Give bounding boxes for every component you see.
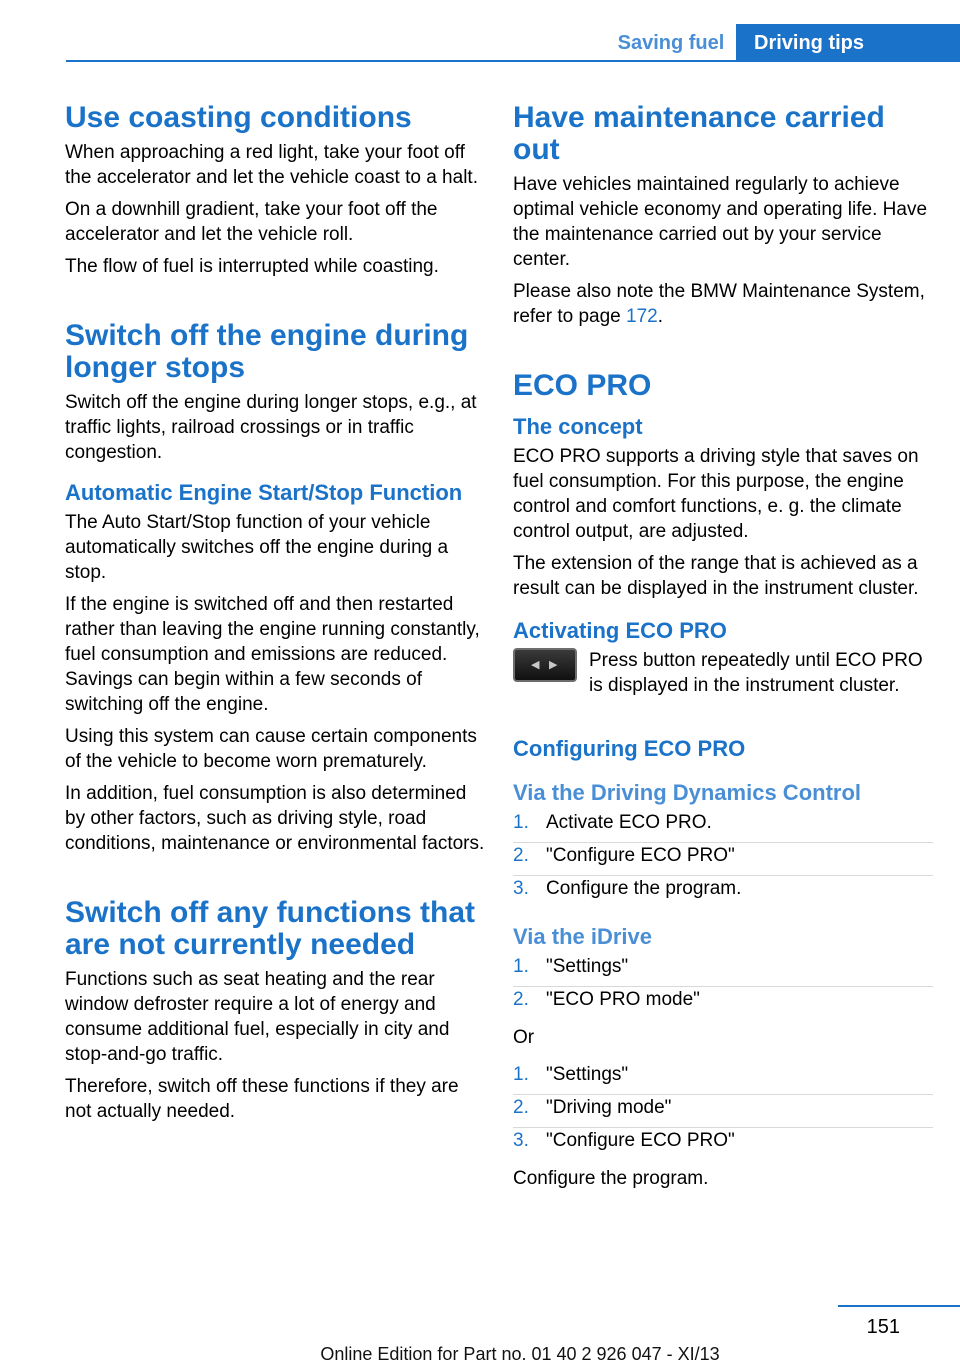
list-item xyxy=(513,954,933,987)
heading-eco-pro: ECO PRO xyxy=(513,369,652,402)
heading-switch-off-engine: Switch off the engine during longer stops xyxy=(65,319,469,384)
spacer xyxy=(65,863,485,897)
paragraph: The Auto Start/Stop function of your vehicle automatically switches off the engine during a stop. xyxy=(65,512,449,583)
paragraph-or: Or xyxy=(513,1027,535,1048)
spacer xyxy=(65,286,485,320)
subheading-concept: The concept xyxy=(513,414,643,439)
step-text: "Configure ECO PRO" xyxy=(546,1130,735,1151)
list-item xyxy=(513,810,933,843)
subheading-via-ddc: Via the Driving Dynamics Control xyxy=(513,780,862,805)
page-link[interactable]: 172 xyxy=(626,306,658,327)
step-number: 3. xyxy=(513,878,529,899)
heading-switch-off-functions: Switch off any functions that are not currently needed xyxy=(65,896,475,961)
step-text: "Configure ECO PRO" xyxy=(546,845,735,866)
step-text: "Settings" xyxy=(546,956,629,977)
step-text: "ECO PRO mode" xyxy=(546,989,700,1010)
eco-pro-button-icon xyxy=(513,648,577,682)
paragraph: Therefore, switch off these functions if they are not actually needed. xyxy=(65,1076,459,1122)
step-text: "Settings" xyxy=(546,1064,629,1085)
steps-idrive xyxy=(513,954,933,1019)
paragraph: Press button repeatedly until ECO PRO is displayed in the instrument cluster. xyxy=(589,650,923,696)
header-tab-saving-fuel[interactable]: Saving fuel xyxy=(617,32,725,54)
subheading-auto-start-stop: Automatic Engine Start/Stop Function xyxy=(65,480,463,505)
list-item xyxy=(513,1095,933,1128)
text: Please also note the BMW Maintenance System, refer to page xyxy=(513,281,925,327)
list-item xyxy=(513,987,933,1019)
step-number: 2. xyxy=(513,989,529,1010)
text: . xyxy=(657,306,664,327)
subheading-via-idrive: Via the iDrive xyxy=(513,924,652,949)
left-column xyxy=(65,102,485,1131)
paragraph: Configure the program. xyxy=(513,1168,709,1189)
step-number: 1. xyxy=(513,1064,529,1085)
step-text: Activate ECO PRO. xyxy=(546,812,712,833)
edition-note: Online Edition for Part no. 01 40 2 926 047 - XI/13 xyxy=(320,1344,720,1362)
spacer xyxy=(513,336,933,370)
paragraph: Using this system can cause certain components of the vehicle to become worn prematurely. xyxy=(65,726,477,772)
step-text: Configure the program. xyxy=(546,878,742,899)
spacer xyxy=(513,914,933,924)
step-number: 3. xyxy=(513,1130,529,1151)
paragraph: If the engine is switched off and then restarted rather than leaving the engine running constantly, fuel consumption and emissions are reduced. Savings can begin within a few seconds of switching off the engine. xyxy=(65,594,480,715)
footer-rule xyxy=(838,1305,960,1307)
step-number: 1. xyxy=(513,812,529,833)
arrow-left-icon: ◀ xyxy=(531,659,540,671)
paragraph: In addition, fuel consumption is also determined by other factors, such as driving style, road conditions, maintenance or environmental factors. xyxy=(65,783,485,854)
paragraph: The extension of the range that is achieved as a result can be displayed in the instrument cluster. xyxy=(513,553,919,599)
steps-idrive-alt xyxy=(513,1062,933,1160)
step-text: "Driving mode" xyxy=(546,1097,672,1118)
spacer xyxy=(513,608,933,618)
paragraph xyxy=(513,279,933,329)
step-number: 2. xyxy=(513,1097,529,1118)
paragraph: When approaching a red light, take your foot off the accelerator and let the vehicle coast to a halt. xyxy=(65,142,478,188)
heading-use-coasting: Use coasting conditions xyxy=(65,101,412,134)
list-item xyxy=(513,1128,933,1160)
paragraph: The flow of fuel is interrupted while coasting. xyxy=(65,256,439,277)
spacer xyxy=(513,766,933,780)
subheading-activating: Activating ECO PRO xyxy=(513,618,727,643)
list-item xyxy=(513,876,933,908)
step-number: 2. xyxy=(513,845,529,866)
header-tab-driving-tips[interactable]: Driving tips xyxy=(736,24,960,62)
paragraph: Switch off the engine during longer stops, e.g., at traffic lights, railroad crossings or in traffic congestion. xyxy=(65,392,477,463)
heading-maintenance: Have maintenance carried out xyxy=(513,101,885,166)
step-number: 1. xyxy=(513,956,529,977)
paragraph: ECO PRO supports a driving style that saves on fuel consumption. For this purpose, the engine control and comfort functions, e. g. the climate control output, are adjusted. xyxy=(513,446,919,542)
list-item xyxy=(513,1062,933,1095)
spacer xyxy=(513,708,933,736)
list-item xyxy=(513,843,933,876)
subheading-configuring: Configuring ECO PRO xyxy=(513,736,746,761)
page-number: 151 xyxy=(866,1316,900,1338)
header-rule xyxy=(66,60,960,62)
activating-instruction xyxy=(513,648,933,708)
arrow-right-icon: ▶ xyxy=(549,659,558,671)
right-column xyxy=(513,102,933,1198)
paragraph: Functions such as seat heating and the rear window defroster require a lot of energy and consume additional fuel, especially in city and stop-and-go traffic. xyxy=(65,969,450,1065)
spacer xyxy=(65,472,485,480)
paragraph: Have vehicles maintained regularly to achieve optimal vehicle economy and operating life. Have the maintenance carried out by your service center. xyxy=(513,174,928,270)
steps-ddc xyxy=(513,810,933,908)
paragraph: On a downhill gradient, take your foot off the accelerator and let the vehicle roll. xyxy=(65,199,438,245)
